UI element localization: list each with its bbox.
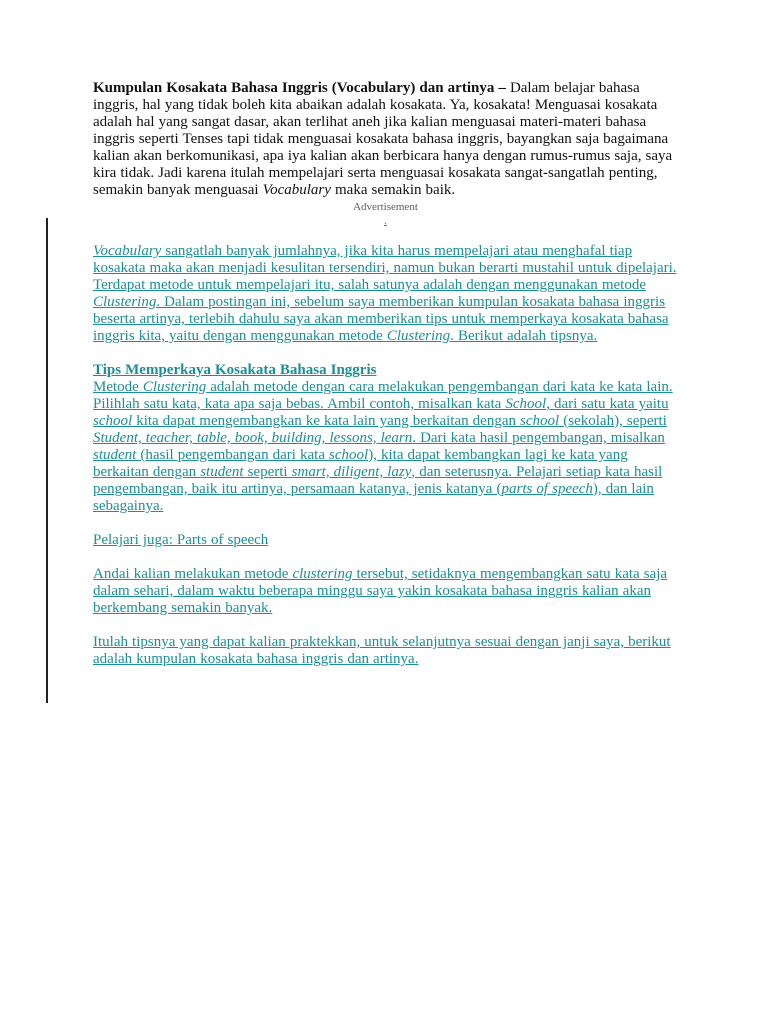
text-span: (hasil pengembangan dari kata xyxy=(136,447,330,463)
intro-text: Dalam belajar bahasa inggris, hal yang tidak boleh kita abaikan adalah kosakata. Ya, kosakata! Menguasai kosakata adalah hal yang sangat dasar, akan terlihat aneh jika kalian menguasai materi-materi bahasa inggris seperti Tenses tapi tidak menguasai kosakata bahasa inggris, bayangkan saja bagaimana kalian akan berkomunikasi, apa iya kalian akan berbicara hanya dengan rumus-rumus saja, saya kira tidak. Jadi karena itulah mempelajari serta menguasai kosakata sangat-sangatlah penting, semakin banyak menguasai xyxy=(93,80,673,198)
margin-change-bar xyxy=(46,218,48,703)
text-span: . Dalam postingan ini, sebelum saya memberikan kumpulan kosakata bahasa inggris beserta artinya, terlebih dahulu saya akan memberikan tips untuk memperkaya kosakata bahasa inggris kita, yaitu dengan menggunakan metode xyxy=(93,294,669,344)
intro-italic: Vocabulary xyxy=(262,182,331,198)
closing-paragraph-link[interactable]: Itulah tipsnya yang dapat kalian praktekkan, untuk selanjutnya sesuai dengan janji saya, berikut adalah kumpulan kosakata bahasa inggris dan artinya. xyxy=(93,634,671,667)
spacer xyxy=(93,617,678,634)
term-school: school xyxy=(93,413,133,429)
text-span: seperti xyxy=(243,464,292,480)
text-span: ), dan lain sebagainya. xyxy=(93,481,654,514)
text-span: tersebut, setidaknya mengembangkan satu kata saja dalam sehari, dalam waktu beberapa minggu saya yakin kosakata bahasa inggris kalian akan berkembang semakin banyak. xyxy=(93,566,668,616)
tips-section-link[interactable] xyxy=(93,362,678,515)
text-span: . Dari kata hasil pengembangan, misalkan xyxy=(412,430,665,446)
article-title: Kumpulan Kosakata Bahasa Inggris (Vocabulary) dan artinya – xyxy=(93,80,506,96)
term-student: student xyxy=(93,447,137,463)
advertisement-label: Advertisement xyxy=(353,201,418,213)
term-school: school xyxy=(520,413,560,429)
see-also-link[interactable]: Pelajari juga: Parts of speech xyxy=(93,532,269,548)
term-parts-of-speech: parts of speech xyxy=(501,481,593,497)
term-school: school xyxy=(329,447,369,463)
text-span: ), kita dapat kembangkan lagi ke kata yang berkaitan dengan xyxy=(93,447,628,480)
text-span: . Berikut adalah tipsnya. xyxy=(450,328,598,344)
term-word-list: smart, diligent, lazy xyxy=(291,464,412,480)
clustering-advice-link[interactable] xyxy=(93,566,678,617)
text-span: Andai kalian melakukan metode xyxy=(93,566,293,582)
text-span: sangatlah banyak jumlahnya, jika kita harus mempelajari atau menghafal tiap kosakata maka akan menjadi kesulitan tersendiri, namun bukan berarti mustahil untuk dipelajari. Terdapat metode untuk mempelajari itu, salah satunya adalah dengan menggunakan metode xyxy=(93,243,677,293)
text-span: Metode xyxy=(93,379,143,395)
spacer xyxy=(93,549,678,566)
term-word-list: Student, teacher, table, book, building, lessons, learn xyxy=(93,430,413,446)
term-clustering: Clustering xyxy=(386,328,451,344)
term-school: School xyxy=(505,396,547,412)
text-span: (sekolah), seperti xyxy=(559,413,667,429)
term-clustering: Clustering xyxy=(93,294,157,310)
text-span: adalah metode dengan cara melakukan pengembangan dari kata ke kata lain. Pilihlah satu kata, kata apa saja bebas. Ambil contoh, misalkan kata xyxy=(93,379,673,412)
term-student: student xyxy=(200,464,244,480)
text-span: , dari satu kata yaitu xyxy=(546,396,669,412)
document-page xyxy=(93,80,678,668)
vocabulary-paragraph-link[interactable] xyxy=(93,243,678,345)
term-clustering: clustering xyxy=(292,566,353,582)
text-span: kita dapat mengembangkan ke kata lain yang berkaitan dengan xyxy=(132,413,521,429)
intro-paragraph xyxy=(93,80,678,199)
intro-text-end: maka semakin baik. xyxy=(330,182,456,198)
advertisement-link[interactable]: . xyxy=(384,213,387,227)
spacer xyxy=(93,345,678,362)
term-vocabulary: Vocabulary xyxy=(93,243,162,259)
spacer xyxy=(93,515,678,532)
term-clustering: Clustering xyxy=(142,379,207,395)
text-span: , dan seterusnya. Pelajari setiap kata hasil pengembangan, baik itu artinya, persamaan katanya, jenis katanya ( xyxy=(93,464,663,497)
tips-heading: Tips Memperkaya Kosakata Bahasa Inggris xyxy=(93,362,377,378)
